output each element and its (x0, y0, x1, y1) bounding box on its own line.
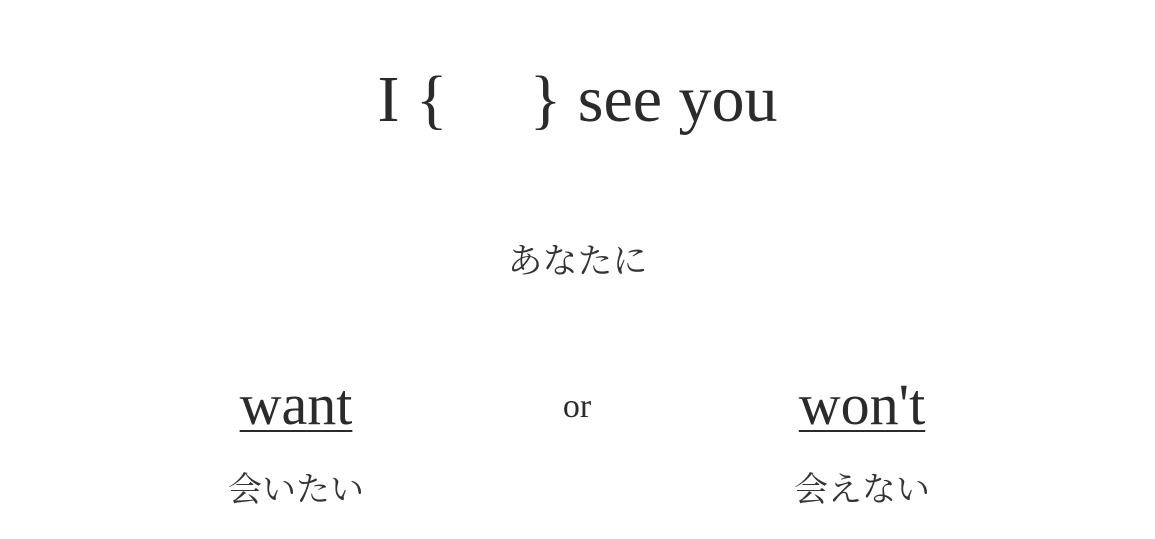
sentence-translation: あなたに (507, 242, 648, 282)
choice-want-translation: 会いたい (228, 470, 364, 510)
choice-wont-translation: 会えない (794, 470, 930, 510)
sentence-suffix: } see you (529, 63, 778, 136)
choice-want-button[interactable]: want (196, 372, 396, 438)
choice-separator: or (562, 388, 592, 425)
sentence-prompt (0, 60, 1155, 140)
choice-wont-button[interactable]: won't (752, 372, 972, 438)
sentence-prefix: I { (377, 63, 448, 136)
